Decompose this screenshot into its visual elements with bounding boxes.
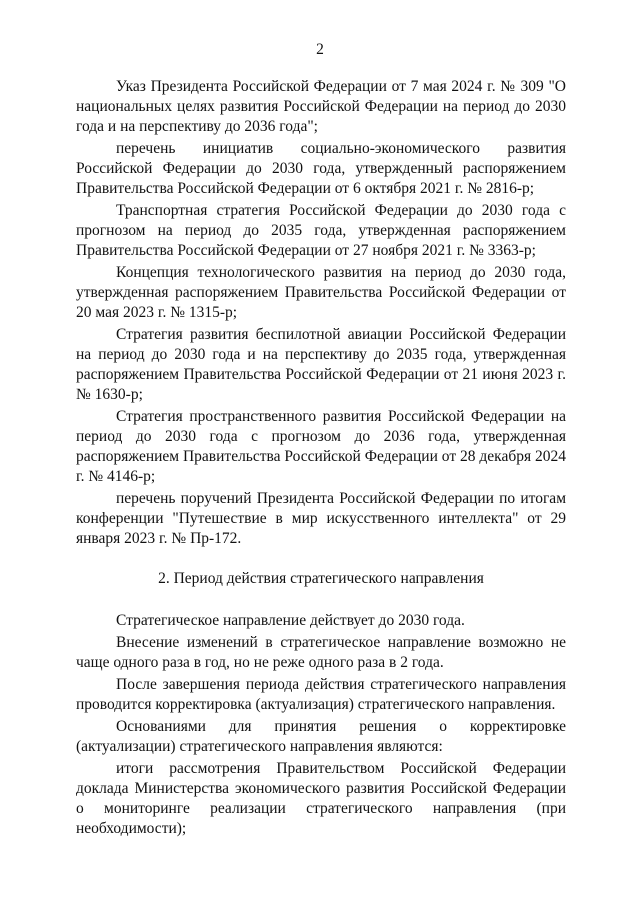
paragraph-ai-conference: перечень поручений Президента Российской Федерации по итогам конференции "Путешествие в мир искусственного интеллекта" от 29 января 2023 г. № Пр-172. bbox=[76, 490, 566, 547]
page-number: 2 bbox=[316, 41, 324, 58]
paragraph-spatial-strategy: Стратегия пространственного развития Российской Федерации на период до 2030 года с прогнозом до 2036 года, утвержденная распоряжением Правительства Российской Федерации от 28 декабря 2024 г. № 4146-р; bbox=[76, 408, 566, 485]
document-body bbox=[76, 77, 566, 839]
paragraph-validity: Стратегическое направление действует до 2030 года. bbox=[116, 612, 465, 629]
section-heading: 2. Период действия стратегического направления bbox=[158, 570, 484, 587]
paragraph-initiatives-list: перечень инициатив социально-экономического развития Российской Федерации до 2030 года, утвержденный распоряжением Правительства Российской Федерации от 6 октября 2021 г. № 2816-р; bbox=[76, 140, 566, 197]
paragraph-decree: Указ Президента Российской Федерации от 7 мая 2024 г. № 309 "О национальных целях развития Российской Федерации на период до 2030 года и на перспективу до 2036 года"; bbox=[76, 78, 566, 135]
paragraph-transport-strategy: Транспортная стратегия Российской Федерации до 2030 года с прогнозом на период до 2035 года, утвержденная распоряжением Правительства Российской Федерации от 27 ноября 2021 г. № 3363-р; bbox=[76, 202, 566, 259]
paragraph-correction: После завершения периода действия стратегического направления проводится корректировка (актуализация) стратегического направления. bbox=[76, 676, 566, 713]
paragraph-amendments: Внесение изменений в стратегическое направление возможно не чаще одного раза в год, но не реже одного раза в 2 года. bbox=[76, 634, 566, 671]
paragraph-grounds: Основаниями для принятия решения о корректировке (актуализации) стратегического направления являются: bbox=[76, 718, 566, 755]
paragraph-tech-concept: Концепция технологического развития на период до 2030 года, утвержденная распоряжением Правительства Российской Федерации от 20 мая 2023 г. № 1315-р; bbox=[76, 264, 566, 321]
paragraph-report-results: итоги рассмотрения Правительством Российской Федерации доклада Министерства экономического развития Российской Федерации о мониторинге реализации стратегического направления (при необходимости); bbox=[76, 760, 566, 837]
paragraph-drone-strategy: Стратегия развития беспилотной авиации Российской Федерации на период до 2030 года и на перспективу до 2035 года, утвержденная распоряжением Правительства Российской Федерации от 21 июня 2023 г. № 1630-р; bbox=[76, 326, 566, 403]
